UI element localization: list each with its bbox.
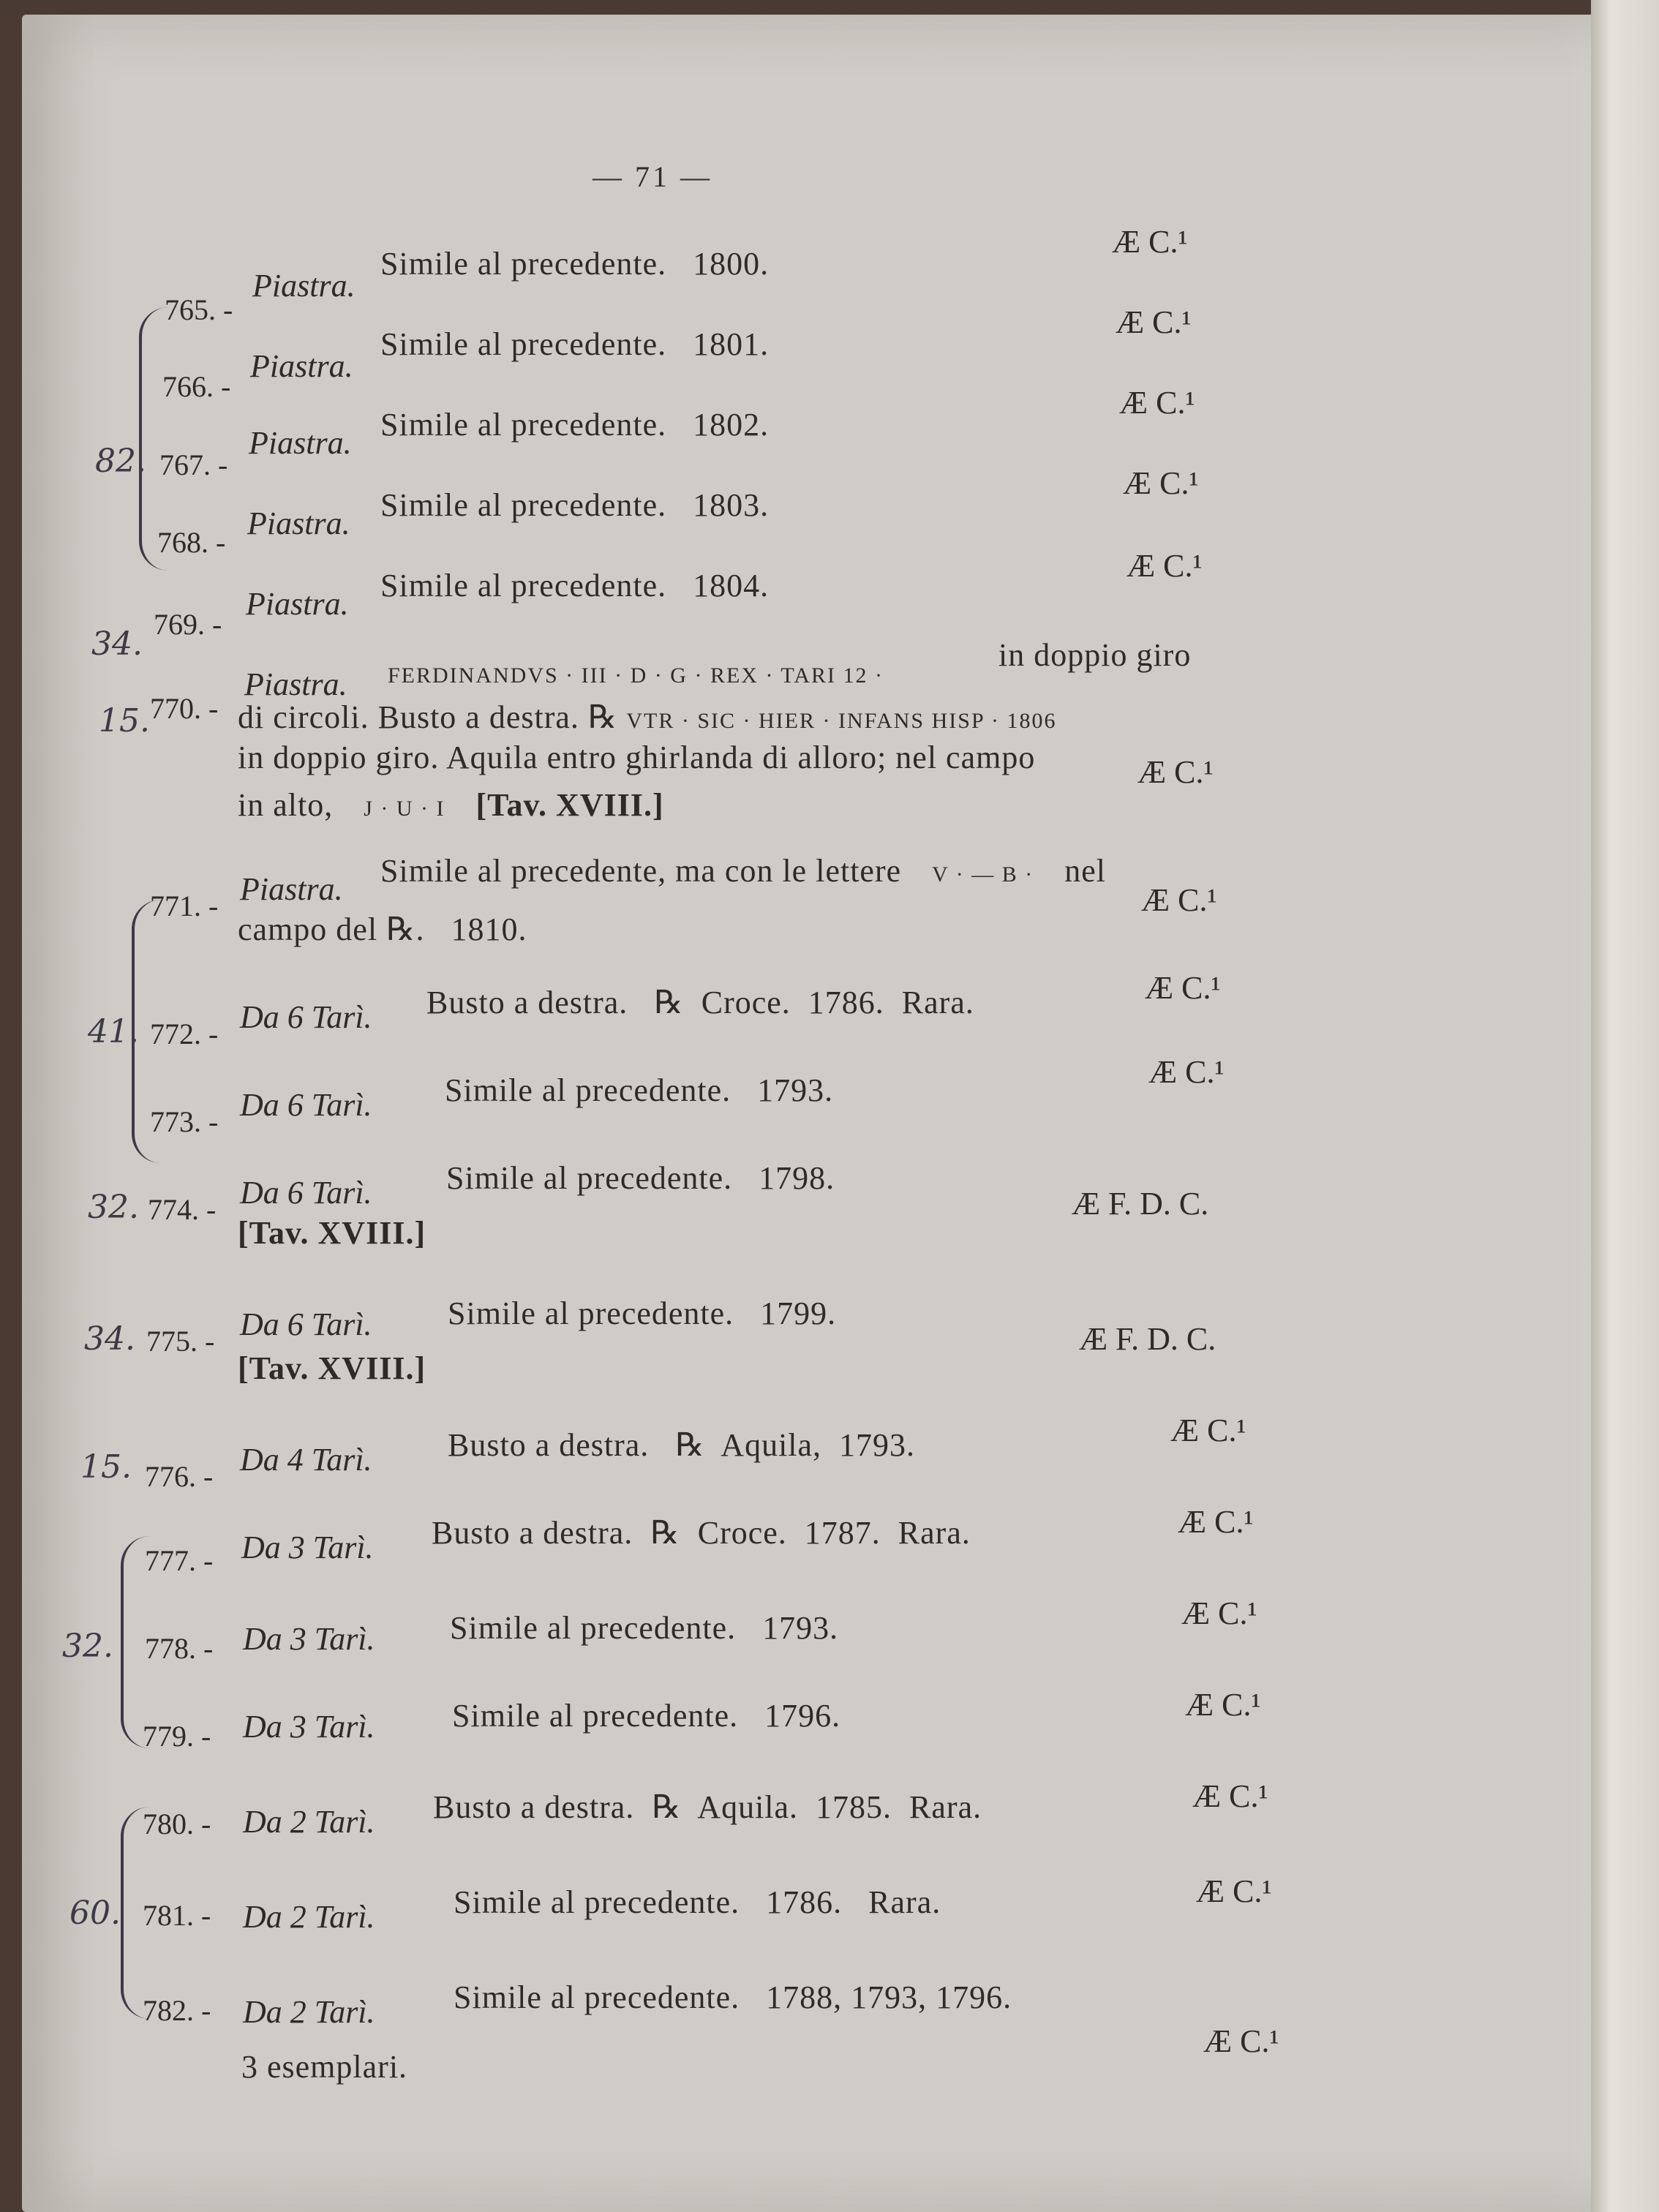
entry-number: 772. - bbox=[150, 1017, 219, 1050]
entry-description: Simile al precedente. 1793. bbox=[450, 1610, 839, 1646]
coin-type: Piastra. bbox=[247, 505, 350, 541]
coin-type: Da 2 Tarì. bbox=[243, 1804, 375, 1840]
entry-number: 769. - bbox=[154, 608, 222, 641]
grade-label: Æ C.¹ bbox=[1145, 970, 1221, 1006]
entry-description: Busto a destra. ℞ Aquila. 1785. Rara. bbox=[433, 1789, 982, 1825]
entry-number: 770. - bbox=[150, 692, 219, 725]
entry-description: in doppio giro. Aquila entro ghirlanda di alloro; nel campo bbox=[238, 740, 1036, 775]
coin-type: Piastra. bbox=[250, 348, 353, 384]
entry-number: 776. - bbox=[145, 1460, 214, 1493]
handwritten-note: 15. bbox=[99, 702, 150, 740]
entry-description bbox=[380, 849, 1390, 898]
grade-label: Æ C.¹ bbox=[1148, 1054, 1224, 1090]
entry-description: Busto a destra. ℞ Aquila, 1793. bbox=[448, 1427, 916, 1463]
grade-label: Æ C.¹ bbox=[1185, 1687, 1261, 1723]
entry-description: Simile al precedente. 1801. bbox=[380, 326, 770, 362]
field-letters: V · — B · bbox=[932, 862, 1034, 887]
entry-number: 765. - bbox=[165, 293, 233, 326]
entry-description: Simile al precedente. 1793. bbox=[445, 1072, 834, 1108]
desc-text: in alto, bbox=[238, 787, 334, 823]
coin-type: Piastra. bbox=[240, 871, 343, 907]
coin-type: Da 2 Tarì. bbox=[243, 1994, 375, 2030]
coin-type: Da 3 Tarì. bbox=[241, 1530, 374, 1565]
entry-description: Simile al precedente. 1799. bbox=[448, 1295, 837, 1331]
page-number: — 71 — bbox=[592, 160, 712, 193]
coin-type: Da 6 Tarì. bbox=[240, 1087, 372, 1123]
entry-number: 780. - bbox=[143, 1807, 211, 1840]
desc-text: nel bbox=[1064, 853, 1107, 889]
entry-description: campo del ℞. 1810. bbox=[238, 911, 527, 947]
entry-description: Busto a destra. ℞ Croce. 1786. Rara. bbox=[426, 985, 974, 1020]
plate-reference: [Tav. XVIII.] bbox=[238, 1350, 426, 1386]
grade-label: Æ C.¹ bbox=[1141, 882, 1217, 918]
handwritten-note: 82. bbox=[95, 443, 146, 480]
entry-description: Simile al precedente. 1800. bbox=[380, 246, 770, 282]
entry-description: Simile al precedente. 1803. bbox=[380, 487, 770, 523]
entry-number: 774. - bbox=[148, 1193, 217, 1226]
entry-number: 773. - bbox=[150, 1105, 219, 1138]
handwritten-note: 32. bbox=[88, 1189, 139, 1226]
coin-type: Piastra. bbox=[252, 268, 356, 304]
handwritten-note: 60. bbox=[69, 1895, 121, 1932]
handwritten-note: 32. bbox=[62, 1628, 113, 1665]
plate-reference: [Tav. XVIII.] bbox=[238, 1215, 426, 1251]
grade-label: Æ C.¹ bbox=[1123, 465, 1199, 501]
reverse-legend: VTR · SIC · HIER · INFANS HISP · 1806 bbox=[626, 709, 1057, 733]
entry-number: 779. - bbox=[143, 1720, 211, 1753]
entry-description: Simile al precedente. 1786. Rara. bbox=[454, 1884, 941, 1920]
coin-type: Da 2 Tarì. bbox=[243, 1899, 375, 1935]
desc-text: Simile al precedente, ma con le lettere bbox=[380, 853, 902, 889]
grade-label: Æ C.¹ bbox=[1203, 2023, 1279, 2059]
handwritten-note: 41. bbox=[88, 1013, 139, 1050]
handwritten-note: 15. bbox=[80, 1448, 132, 1486]
entry-number: 781. - bbox=[143, 1899, 211, 1932]
grade-label: Æ C.¹ bbox=[1126, 548, 1203, 584]
handwritten-note: 34. bbox=[91, 625, 143, 663]
coin-type: Piastra. bbox=[246, 586, 349, 622]
entry-number: 778. - bbox=[145, 1632, 214, 1665]
coin-type: Da 6 Tarì. bbox=[240, 1175, 372, 1211]
coin-type: Da 4 Tarì. bbox=[240, 1442, 372, 1478]
coin-type: Da 3 Tarì. bbox=[243, 1621, 375, 1657]
entry-number: 782. - bbox=[143, 1994, 211, 2027]
grade-label: Æ F. D. C. bbox=[1079, 1321, 1216, 1357]
entry-number: 766. - bbox=[162, 370, 231, 403]
page-edge bbox=[1591, 0, 1659, 2212]
coin-type: Da 3 Tarì. bbox=[243, 1709, 375, 1745]
grade-label: Æ C.¹ bbox=[1196, 1873, 1272, 1909]
grade-label: Æ F. D. C. bbox=[1072, 1186, 1209, 1222]
entry-number: 777. - bbox=[145, 1544, 214, 1577]
grade-label: Æ C.¹ bbox=[1170, 1412, 1246, 1448]
coin-type: Da 6 Tarì. bbox=[240, 999, 372, 1035]
coin-type: Piastra. bbox=[244, 666, 347, 702]
grade-label: Æ C.¹ bbox=[1192, 1778, 1268, 1814]
entry-description: Simile al precedente. 1796. bbox=[452, 1698, 841, 1734]
obverse-legend: FERDINANDVS · III · D · G · REX · TARI 12 · bbox=[388, 663, 884, 688]
handwritten-note: 34. bbox=[84, 1320, 135, 1358]
entry-description: 3 esemplari. bbox=[241, 2049, 408, 2085]
entry-number: 775. - bbox=[146, 1325, 215, 1358]
entry-description: in doppio giro bbox=[998, 637, 1192, 673]
entry-number: 767. - bbox=[159, 448, 228, 481]
grade-label: Æ C.¹ bbox=[1181, 1595, 1257, 1631]
entry-number: 771. - bbox=[150, 889, 219, 922]
grade-label: Æ C.¹ bbox=[1119, 385, 1195, 421]
entry-description: Simile al precedente. 1804. bbox=[380, 568, 770, 603]
desc-text: di circoli. Busto a destra. ℞ bbox=[238, 699, 618, 735]
entry-description: Simile al precedente. 1802. bbox=[380, 407, 770, 443]
plate-reference: [Tav. XVIII.] bbox=[475, 787, 664, 823]
entry-description: Simile al precedente. 1788, 1793, 1796. bbox=[454, 1979, 1012, 2015]
grade-label: Æ C.¹ bbox=[1178, 1504, 1254, 1540]
coin-type: Piastra. bbox=[249, 425, 352, 461]
grade-label: Æ C.¹ bbox=[1112, 224, 1188, 260]
grade-label: Æ C.¹ bbox=[1137, 754, 1214, 790]
field-letters: J · U · I bbox=[364, 797, 445, 821]
entry-number: 768. - bbox=[157, 526, 226, 559]
grade-label: Æ C.¹ bbox=[1116, 304, 1192, 340]
entry-description: Simile al precedente. 1798. bbox=[446, 1160, 835, 1196]
coin-type: Da 6 Tarì. bbox=[240, 1306, 372, 1342]
entry-description bbox=[238, 783, 1247, 832]
entry-description: Busto a destra. ℞ Croce. 1787. Rara. bbox=[432, 1515, 971, 1551]
